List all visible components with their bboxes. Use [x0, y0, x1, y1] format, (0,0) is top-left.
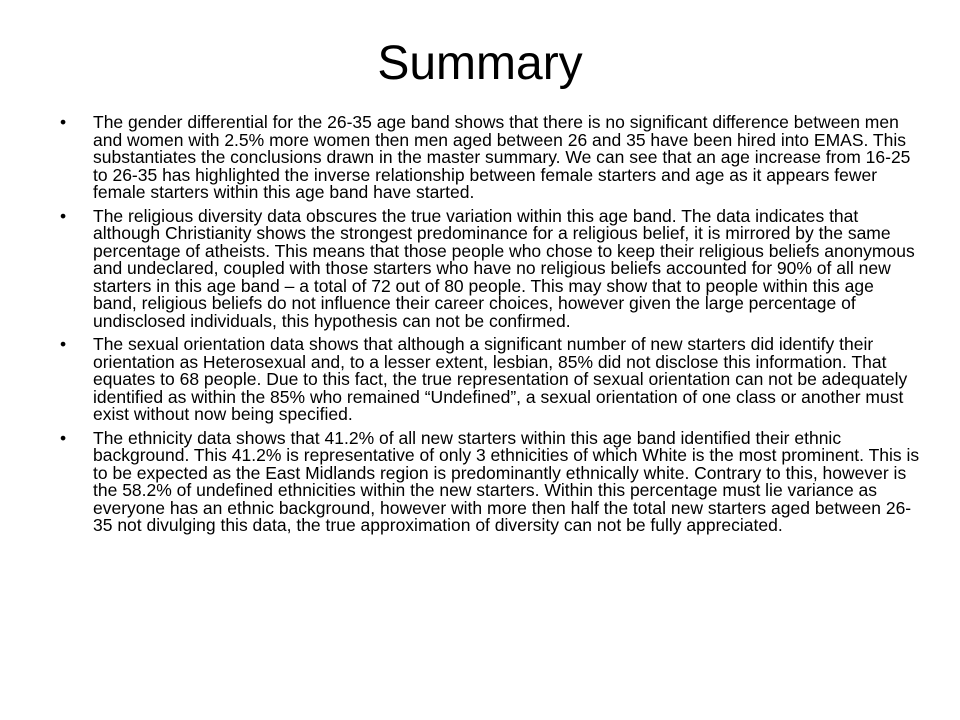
bullet-marker: •	[60, 334, 67, 354]
bullet-item-sexual-orientation	[60, 336, 920, 424]
bullet-text-ethnicity: The ethnicity data shows that 41.2% of all new starters within this age band identified their ethnic background. This 41.2% is representative of only 3 ethnicities of which White is the most prominent. This is to be expected as the East Midlands region is predominantly ethnically white. Contrary to this, however is the 58.2% of undefined ethnicities within the new starters. Within this percentage must lie variance as everyone has an ethnic background, however with more then half the total new starters aged between 26-35 not divulging this data, the true approximation of diversity can not be fully appreciated.	[93, 427, 920, 535]
bullet-list	[60, 114, 920, 541]
bullet-marker: •	[60, 427, 67, 448]
bullet-item-religion	[60, 205, 920, 331]
bullet-item-gender	[60, 114, 920, 202]
bullet-item-ethnicity	[60, 427, 920, 535]
bullet-text-sexual-orientation: The sexual orientation data shows that although a significant number of new starters did identify their orientation as Heterosexual and, to a lesser extent, lesbian, 85% did not disclose this information. That equates to 68 people. Due to this fact, the true representation of sexual orientation can not be adequately identified as within the 85% who remained “Undefined”, a sexual orientation of one class or another must exist without now being specified.	[93, 334, 908, 424]
bullet-marker: •	[60, 112, 67, 132]
slide-title: Summary	[377, 37, 583, 90]
bullet-text-gender: The gender differential for the 26-35 age band shows that there is no significant difference between men and women with 2.5% more women then men aged between 26 and 35 have been hired into EMAS. This substantiates the conclusions drawn in the master summary. We can see that an age increase from 16-25 to 26-35 has highlighted the inverse relationship between female starters and age as it appears fewer female starters within this age band have started.	[93, 112, 911, 202]
bullet-marker: •	[60, 205, 67, 226]
bullet-text-religion: The religious diversity data obscures the true variation within this age band. The data indicates that although Christianity shows the strongest predominance for a religious belief, it is mirrored by the same percentage of atheists. This means that those people who chose to keep their religious beliefs anonymous and undeclared, coupled with those starters who have no religious beliefs accounted for 90% of all new starters in this age band – a total of 72 out of 80 people. This may show that to people within this age band, religious beliefs do not influence their career choices, however given the large percentage of undisclosed individuals, this hypothesis can not be confirmed.	[93, 205, 915, 331]
